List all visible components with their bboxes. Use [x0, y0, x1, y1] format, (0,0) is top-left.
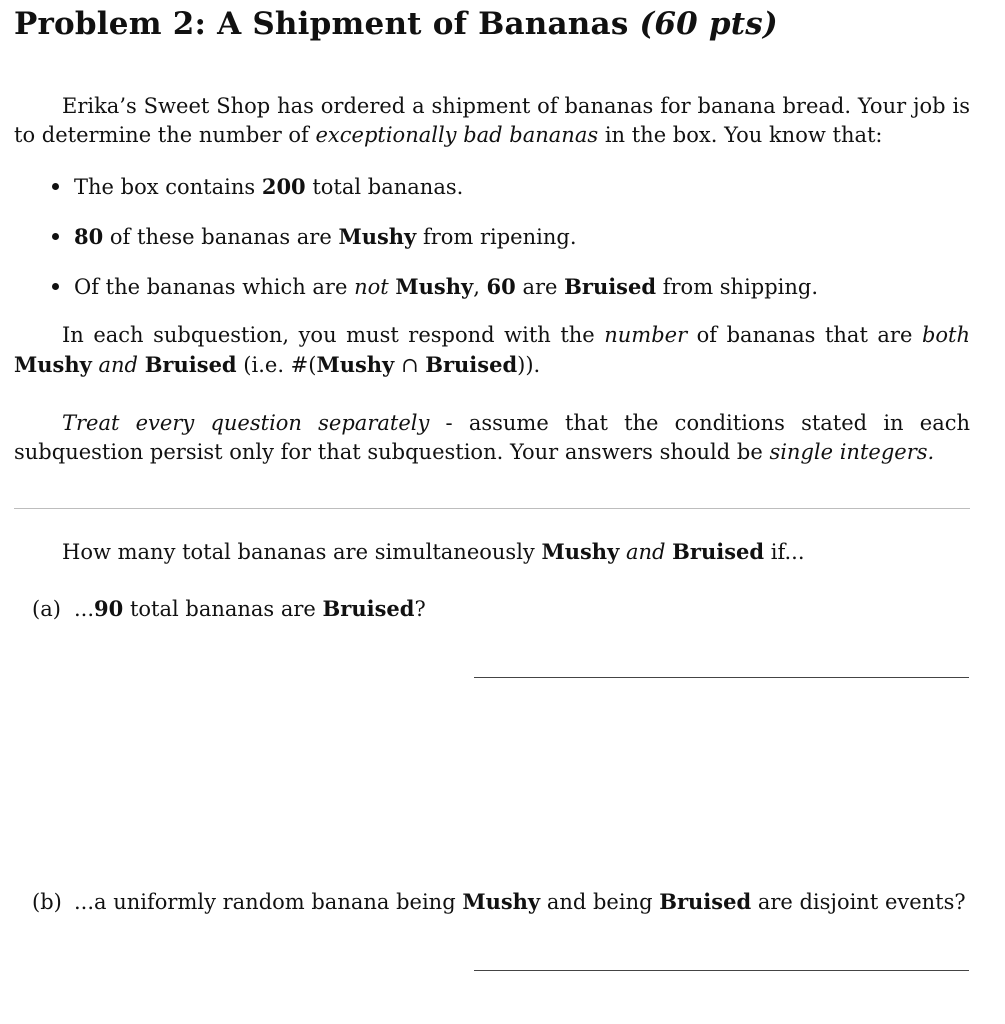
subquestion-b: (b) ...a uniformly random banana being Mushy and being Bruised are disjoint events?: [32, 887, 966, 917]
problem-title: [14, 6, 778, 42]
intro-paragraph: [14, 92, 970, 150]
facts-list: [52, 172, 970, 322]
problem-title-text: Problem 2: A Shipment of Bananas: [14, 6, 629, 42]
bullet-icon: [52, 283, 59, 290]
intro-text: Erika’s Sweet Shop has ordered a shipment of bananas for banana bread. Your job is to determine the number of: [14, 94, 970, 147]
subquestion-a-label: (a): [32, 597, 61, 621]
treat-paragraph: Treat every question separately - assume that the conditions stated in each subquestion persist only for that subquestion. Your answers should be single integers.: [14, 411, 970, 464]
subquestion-a: (a) ...90 total bananas are Bruised?: [32, 594, 426, 624]
bullet-icon: [52, 183, 59, 190]
intro-text-end: in the box. You know that:: [598, 123, 883, 147]
subquestion-b-label: (b): [32, 890, 62, 914]
respond-paragraph: In each subquestion, you must respond with the number of bananas that are both Mushy and Bruised (i.e. #(Mushy ∩ Bruised)).: [14, 323, 970, 377]
section-divider: [14, 508, 970, 509]
answer-line-a[interactable]: [474, 677, 969, 678]
intersection-symbol: ∩: [394, 353, 426, 377]
problem-points: (60 pts): [639, 6, 778, 42]
intro-emphasis: exceptionally bad bananas: [315, 123, 599, 147]
question-prompt: How many total bananas are simultaneously Mushy and Bruised if...: [62, 539, 805, 564]
answer-line-b[interactable]: [474, 970, 969, 971]
fact-item: Of the bananas which are not Mushy, 60 are Bruised from shipping.: [52, 272, 970, 322]
bullet-icon: [52, 233, 59, 240]
fact-item: 80 of these bananas are Mushy from ripening.: [52, 222, 970, 272]
fact-item: The box contains 200 total bananas.: [52, 172, 970, 222]
